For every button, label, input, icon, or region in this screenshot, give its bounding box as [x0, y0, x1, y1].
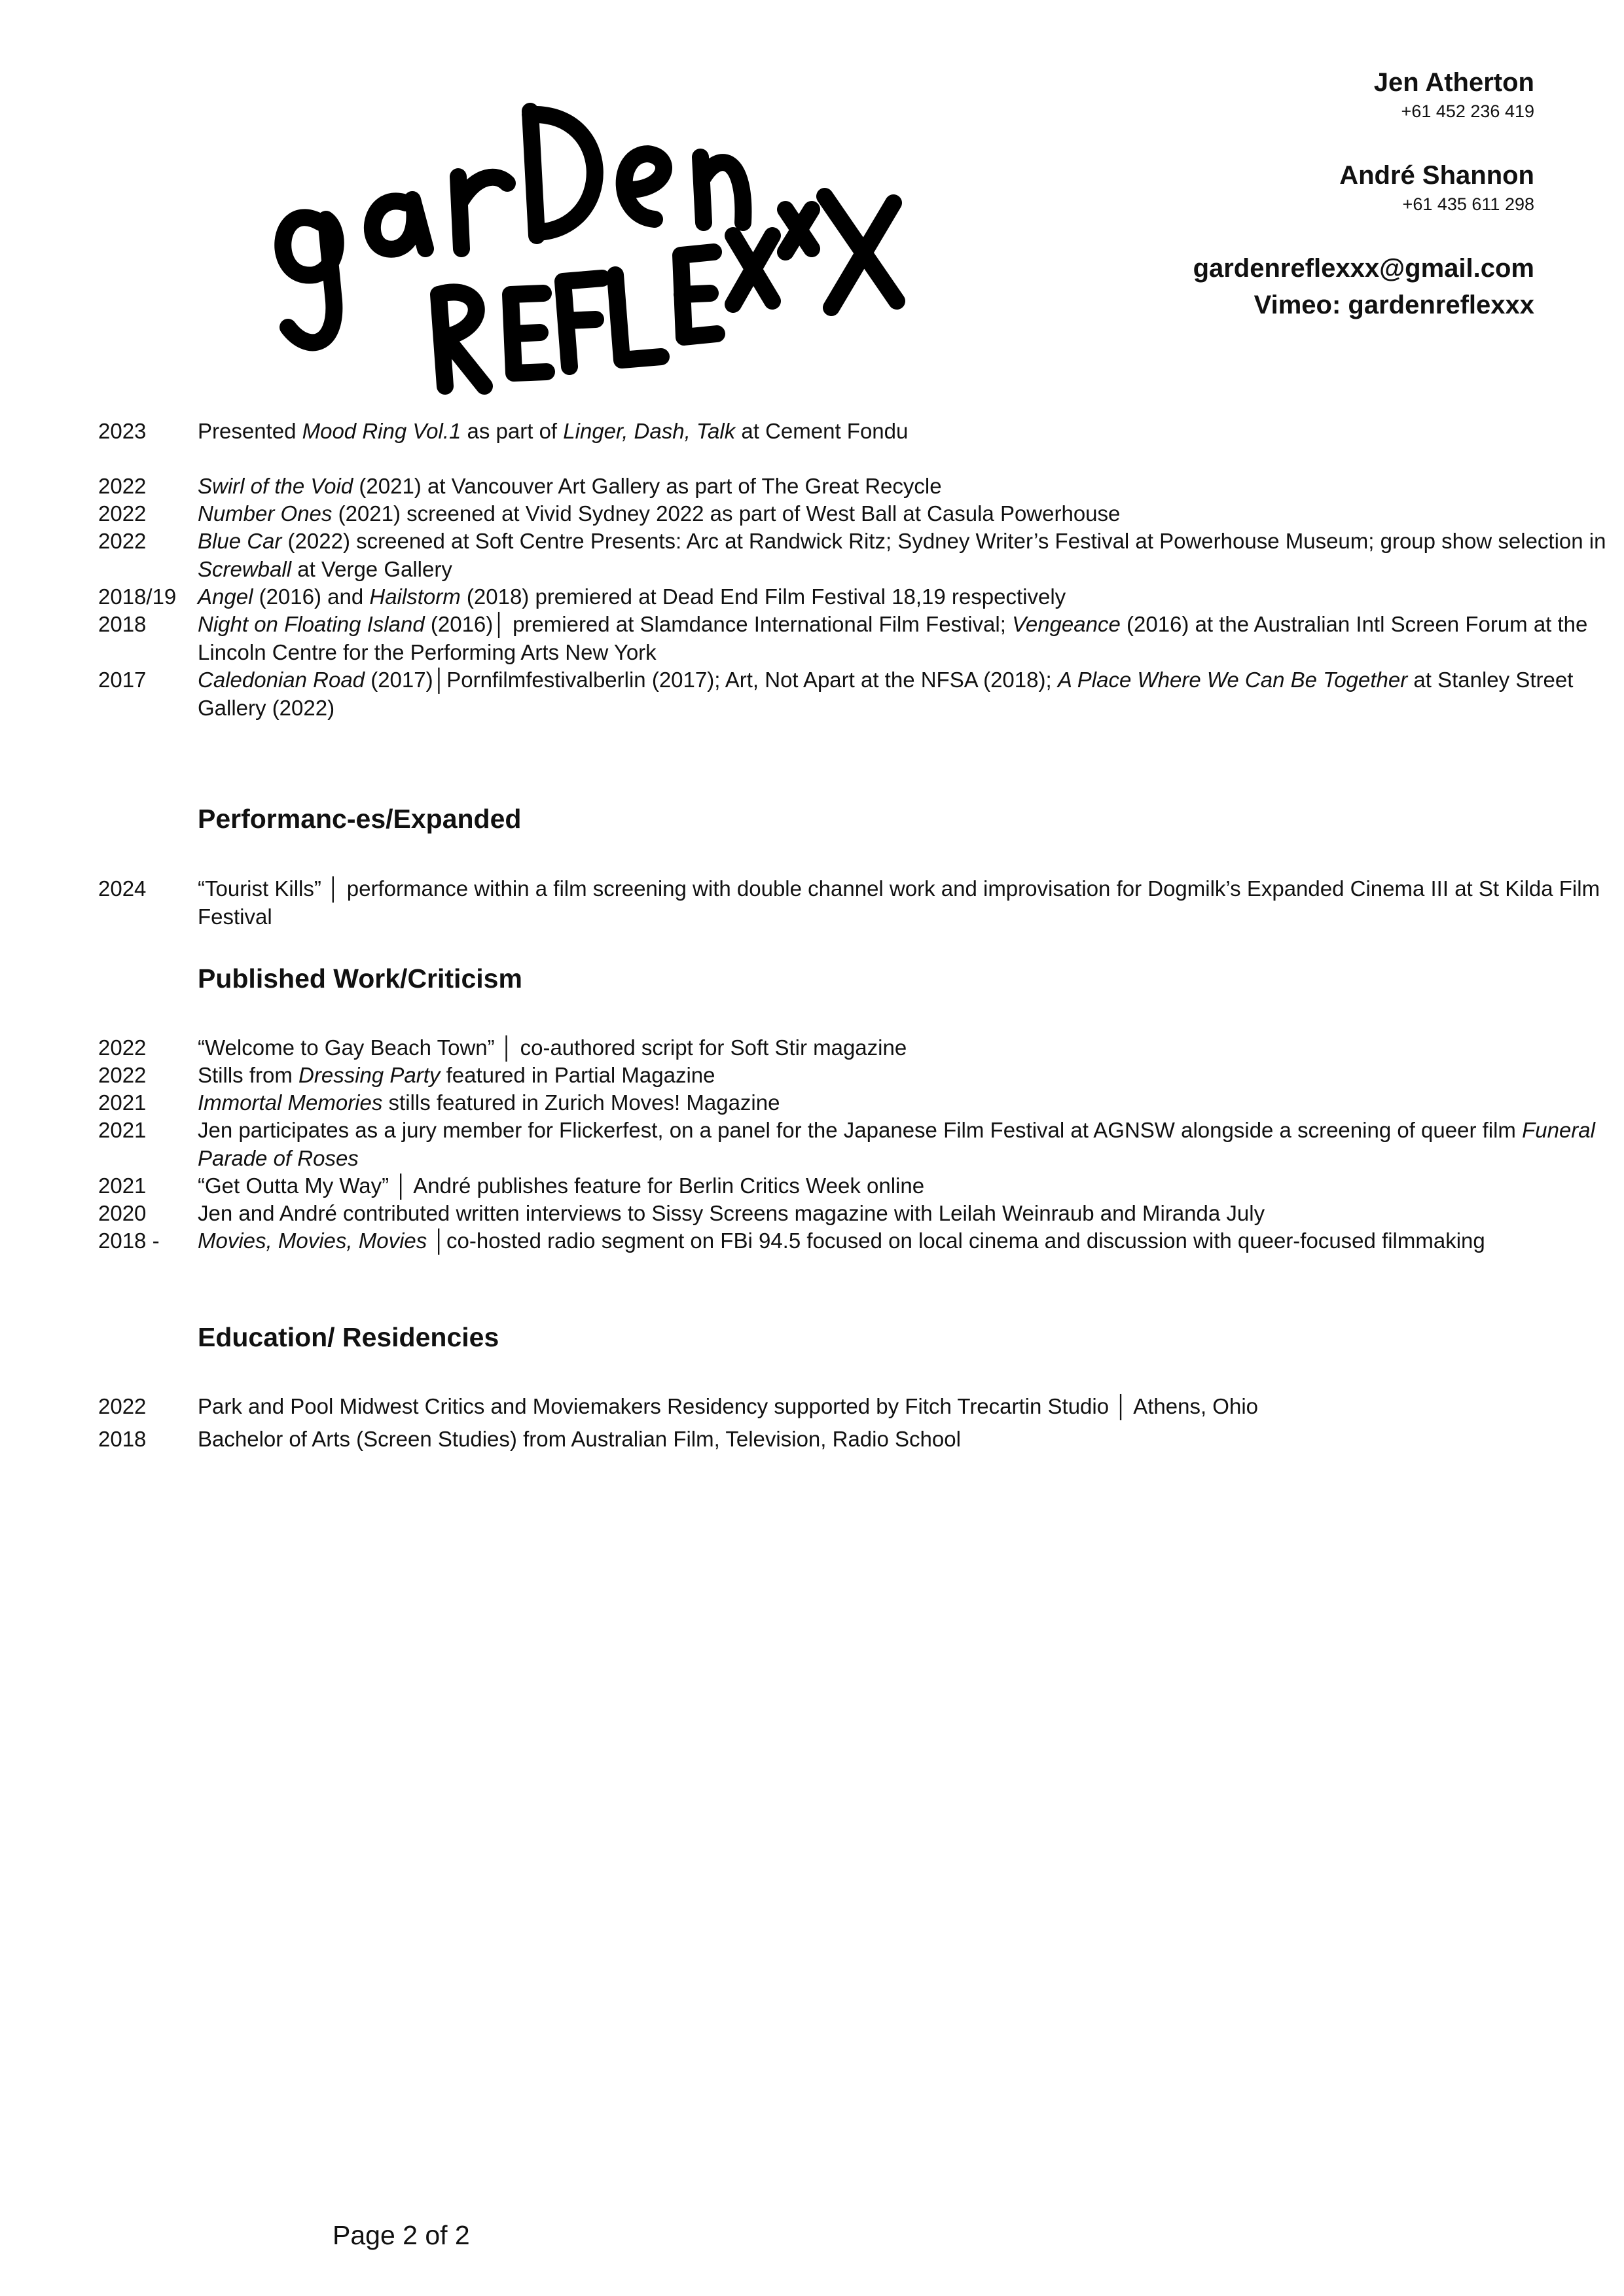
entry-text: Park and Pool Midwest Critics and Moviemakers Residency supported by Fitch Trecartin Studio │ Athens, Ohio — [198, 1394, 1259, 1418]
entry-year: 2022 — [98, 1063, 147, 1087]
entry-text: Bachelor of Arts (Screen Studies) from Australian Film, Television, Radio School — [198, 1427, 961, 1451]
garden-reflexxx-logo — [249, 85, 916, 412]
entry-year: 2021 — [98, 1174, 147, 1198]
entry-year: 2022 — [98, 474, 147, 498]
entry-year: 2021 — [98, 1090, 147, 1115]
section-heading-education: Education/ Residencies — [198, 1322, 499, 1352]
entry-year: 2022 — [98, 501, 147, 526]
entry-year: 2018 - — [98, 1229, 160, 1253]
entry-text: “Welcome to Gay Beach Town” │ co-authored script for Soft Stir magazine — [198, 1035, 907, 1060]
screening-entry — [98, 418, 1558, 446]
entry-year: 2022 — [98, 1035, 147, 1060]
entry-text: Presented Mood Ring Vol.1 as part of Linger, Dash, Talk at Cement Fondu — [198, 419, 909, 443]
screening-entry — [98, 666, 1574, 722]
education-entry — [98, 1426, 1558, 1454]
contact-email[interactable]: gardenreflexxx@gmail.com — [1193, 254, 1534, 283]
screening-entry — [98, 583, 1558, 611]
published-entry — [98, 1200, 1558, 1228]
entry-year: 2021 — [98, 1118, 147, 1142]
entry-year: 2022 — [98, 1394, 147, 1418]
entry-text: Immortal Memories stills featured in Zurich Moves! Magazine — [198, 1090, 780, 1115]
entry-year: 2022 — [98, 529, 147, 553]
education-entry — [98, 1393, 1558, 1421]
published-entry — [98, 1117, 1595, 1172]
entry-text: Jen participates as a jury member for Flickerfest, on a panel for the Japanese Film Festival at AGNSW alongside a screening of queer film Funeral Parade of Roses — [198, 1118, 1595, 1170]
screening-entry — [98, 611, 1588, 666]
entry-year: 2024 — [98, 876, 147, 901]
contact-name-jen: Jen Atherton — [1373, 68, 1534, 97]
entry-year: 2018/19 — [98, 584, 177, 609]
contact-phone-andre: +61 435 611 298 — [1402, 194, 1534, 214]
entry-text: Stills from Dressing Party featured in Partial Magazine — [198, 1063, 715, 1087]
screening-entry — [98, 473, 1558, 501]
published-entry — [98, 1089, 1558, 1117]
published-entry — [98, 1034, 1558, 1062]
contact-vimeo[interactable]: Vimeo: gardenreflexxx — [1254, 291, 1534, 319]
entry-text: Movies, Movies, Movies │co-hosted radio segment on FBi 94.5 focused on local cinema and discussion with queer-focused filmmaking — [198, 1229, 1485, 1253]
entry-text: Blue Car (2022) screened at Soft Centre Presents: Arc at Randwick Ritz; Sydney Writer’s Festival at Powerhouse Museum; group show selection in Screwball at Verge Gallery — [198, 529, 1606, 581]
section-heading-performances: Performanc-es/Expanded — [198, 804, 522, 834]
contact-name-andre: André Shannon — [1339, 161, 1534, 190]
contact-block — [1193, 65, 1534, 323]
page-number: Page 2 of 2 — [333, 2220, 470, 2250]
entry-text: Jen and André contributed written interviews to Sissy Screens magazine with Leilah Weinraub and Miranda July — [198, 1201, 1265, 1225]
performance-entry — [98, 875, 1600, 931]
contact-phone-jen: +61 452 236 419 — [1401, 101, 1534, 121]
entry-year: 2023 — [98, 419, 147, 443]
entry-text: Caledonian Road (2017)│Pornfilmfestivalberlin (2017); Art, Not Apart at the NFSA (2018); A Place Where We Can Be Together at Stanley Street Gallery (2022) — [198, 668, 1574, 720]
entry-text: “Get Outta My Way” │ André publishes feature for Berlin Critics Week online — [198, 1174, 925, 1198]
screening-entry — [98, 500, 1558, 528]
published-entry — [98, 1227, 1558, 1255]
entry-year: 2020 — [98, 1201, 147, 1225]
screening-entry — [98, 528, 1606, 583]
section-heading-published: Published Work/Criticism — [198, 963, 522, 994]
entry-year: 2017 — [98, 668, 147, 692]
entry-year: 2018 — [98, 1427, 147, 1451]
published-entry — [98, 1062, 1558, 1090]
entry-text: “Tourist Kills” │ performance within a film screening with double channel work and improvisation for Dogmilk’s Expanded Cinema III at St Kilda Film Festival — [198, 876, 1600, 929]
entry-text: Angel (2016) and Hailstorm (2018) premiered at Dead End Film Festival 18,19 respectively — [198, 584, 1066, 609]
published-entry — [98, 1172, 1558, 1200]
entry-text: Swirl of the Void (2021) at Vancouver Art Gallery as part of The Great Recycle — [198, 474, 942, 498]
entry-text: Number Ones (2021) screened at Vivid Sydney 2022 as part of West Ball at Casula Powerhouse — [198, 501, 1121, 526]
entry-year: 2018 — [98, 612, 147, 636]
entry-text: Night on Floating Island (2016)│ premiered at Slamdance International Film Festival; Vengeance (2016) at the Australian Intl Screen Forum at the Lincoln Centre for the Performing Arts New York — [198, 612, 1588, 664]
